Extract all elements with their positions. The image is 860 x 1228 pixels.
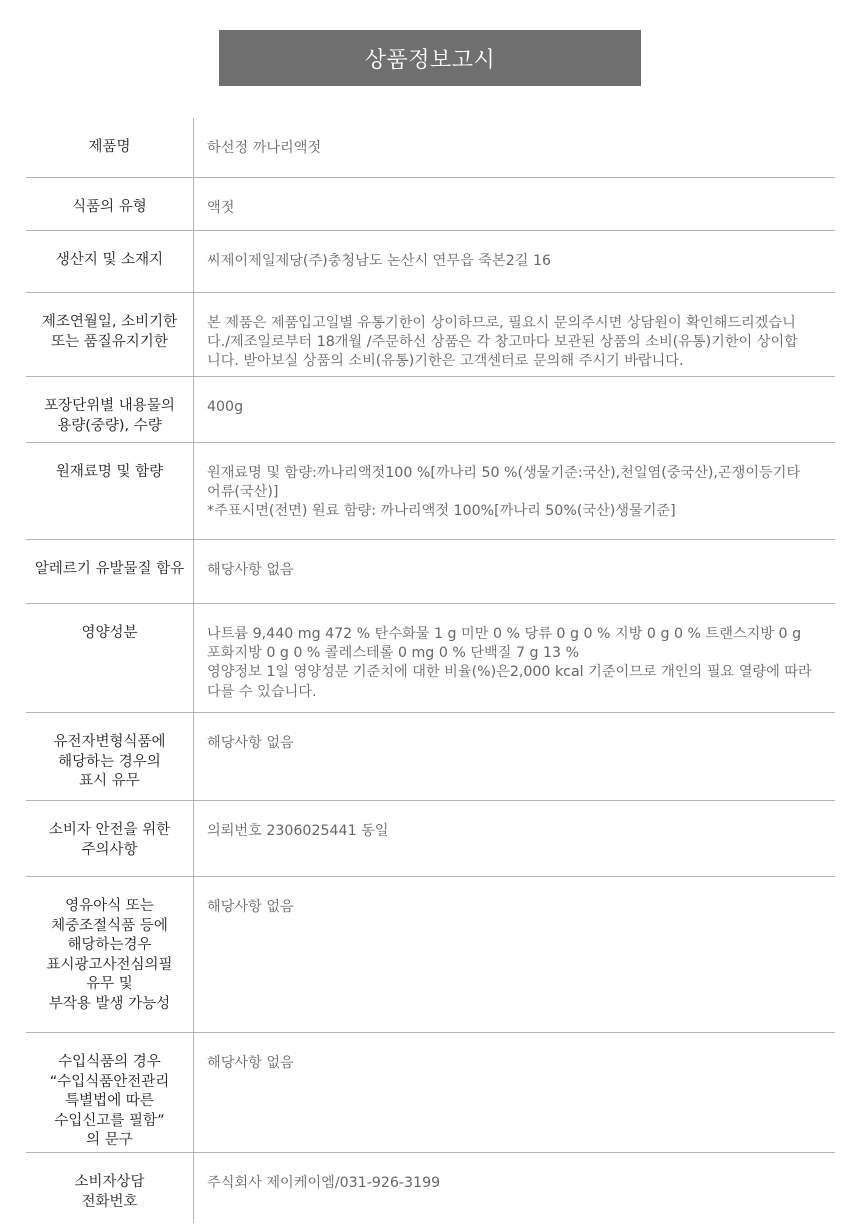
row-label-line: 생산지 및 소재지 — [55, 252, 164, 268]
row-value — [194, 178, 835, 230]
table-row — [26, 604, 835, 713]
row-label — [26, 1153, 194, 1223]
row-value — [194, 1153, 835, 1223]
row-label — [26, 118, 194, 177]
row-label-line: 체중조절식품 등에 — [51, 917, 168, 934]
product-info-table — [26, 118, 835, 1223]
row-value — [194, 877, 835, 1032]
row-value-line: 씨제이제일제당(주)충청남도 논산시 연무읍 죽본2길 16 — [207, 253, 551, 269]
row-value-line: 본 제품은 제품입고일별 유통기한이 상이하므로, 필요시 문의주시면 상담원이 확인해드리겠습니 — [207, 315, 796, 331]
row-label — [26, 377, 194, 442]
row-value — [194, 713, 835, 800]
row-label-line: 특별법에 따른 — [65, 1093, 154, 1109]
row-label-line: 또는 품질유지기한 — [51, 333, 168, 350]
row-value-line: 해당사항 없음 — [207, 1055, 294, 1071]
table-row — [26, 877, 835, 1033]
row-value — [194, 604, 835, 712]
row-label — [26, 293, 194, 376]
row-value — [194, 377, 835, 442]
row-value-line: 하선정 까나리액젓 — [207, 140, 322, 156]
table-row — [26, 1033, 835, 1153]
row-label-line: 제품명 — [88, 139, 131, 155]
row-value — [194, 540, 835, 603]
row-label-line: 수입식품의 경우 — [58, 1054, 161, 1070]
table-row — [26, 118, 835, 178]
row-label-line: 영유아식 또는 — [65, 898, 154, 914]
row-label-line: 용량(중량), 수량 — [57, 417, 162, 434]
row-value-line: 원재료명 및 함량:까나리액젓100 %[까나리 50 %(생물기준:국산),천일염(중국산),곤쟁이등기타 — [207, 465, 801, 481]
table-row — [26, 713, 835, 801]
row-label — [26, 877, 194, 1032]
row-label-line: 유무 및 — [86, 976, 133, 992]
table-row — [26, 231, 835, 293]
row-value-line: 액젓 — [207, 200, 235, 216]
row-value-line: 400g — [207, 399, 244, 415]
table-row — [26, 1153, 835, 1223]
table-row — [26, 801, 835, 877]
row-label-line: 포장단위별 내용물의 — [44, 398, 175, 414]
row-value-line: 해당사항 없음 — [207, 899, 294, 915]
row-value-line: 주식회사 제이케이엠/031-926-3199 — [207, 1175, 441, 1191]
row-value-line: 어류(국산)] — [207, 484, 279, 501]
row-label-line: 알레르기 유발물질 함유 — [34, 561, 185, 577]
table-row — [26, 540, 835, 604]
page-title-bar — [219, 30, 641, 86]
row-value-line: 해당사항 없음 — [207, 562, 294, 578]
table-row — [26, 178, 835, 231]
row-label-line: 유전자변형식품에 — [53, 734, 166, 750]
row-value — [194, 801, 835, 876]
row-label-line: 해당하는경우 — [67, 937, 152, 953]
row-label-line: 주의사항 — [81, 841, 138, 858]
row-value-line: 니다. 받아보실 상품의 소비(유통)기한은 고객센터로 문의해 주시기 바랍니다. — [207, 353, 684, 370]
row-label-line: 원재료명 및 함량 — [55, 464, 164, 480]
row-label-line: 제조연월일, 소비기한 — [41, 314, 178, 330]
row-label-line: 표시광고사전심의필 — [46, 956, 173, 973]
row-label — [26, 801, 194, 876]
row-label — [26, 231, 194, 292]
row-label-line: 의 문구 — [86, 1132, 133, 1148]
row-label — [26, 1033, 194, 1152]
row-label-line: 영양성분 — [81, 625, 138, 641]
table-row — [26, 377, 835, 443]
row-label-line: 소비자 안전을 위한 — [48, 822, 171, 838]
row-value-line: 나트륨 9,440 mg 472 % 탄수화물 1 g 미만 0 % 당류 0 g 0 % 지방 0 g 0 % 트랜스지방 0 g — [207, 626, 802, 642]
row-value — [194, 443, 835, 539]
row-label — [26, 540, 194, 603]
row-label-line: 해당하는 경우의 — [58, 753, 161, 770]
table-row — [26, 443, 835, 540]
row-value-line: 해당사항 없음 — [207, 735, 294, 751]
row-value-line: 다를 수 있습니다. — [207, 683, 317, 700]
row-label — [26, 604, 194, 712]
table-row — [26, 293, 835, 377]
row-label-line: 전화번호 — [81, 1193, 138, 1210]
row-label — [26, 178, 194, 230]
row-label-line: 수입신고를 필함” — [54, 1112, 165, 1129]
row-value — [194, 118, 835, 177]
row-label-line: “수입식품안전관리 — [49, 1073, 170, 1090]
row-label — [26, 713, 194, 800]
row-label-line: 식품의 유형 — [72, 199, 147, 215]
row-label-line: 소비자상담 — [74, 1174, 145, 1190]
row-value — [194, 1033, 835, 1152]
row-value-line: *주표시면(전면) 원료 함량: 까나리액젓 100%[까나리 50%(국산)생물기준] — [207, 503, 676, 520]
row-value-line: 포화지방 0 g 0 % 콜레스테롤 0 mg 0 % 단백질 7 g 13 % — [207, 645, 580, 662]
row-value — [194, 231, 835, 292]
row-value — [194, 293, 835, 376]
row-label — [26, 443, 194, 539]
page-title: 상품정보고시 — [364, 47, 496, 73]
row-value-line: 영양정보 1일 영양성분 기준치에 대한 비율(%)은2,000 kcal 기준이므로 개인의 필요 열량에 따라 — [207, 664, 812, 681]
row-value-line: 의뢰번호 2306025441 동일 — [207, 823, 389, 839]
row-value-line: 다./제조일로부터 18개월 /주문하신 상품은 각 창고마다 보관된 상품의 소비(유통)기한이 상이합 — [207, 334, 798, 351]
row-label-line: 표시 유무 — [79, 773, 140, 789]
row-label-line: 부작용 발생 가능성 — [48, 995, 171, 1012]
